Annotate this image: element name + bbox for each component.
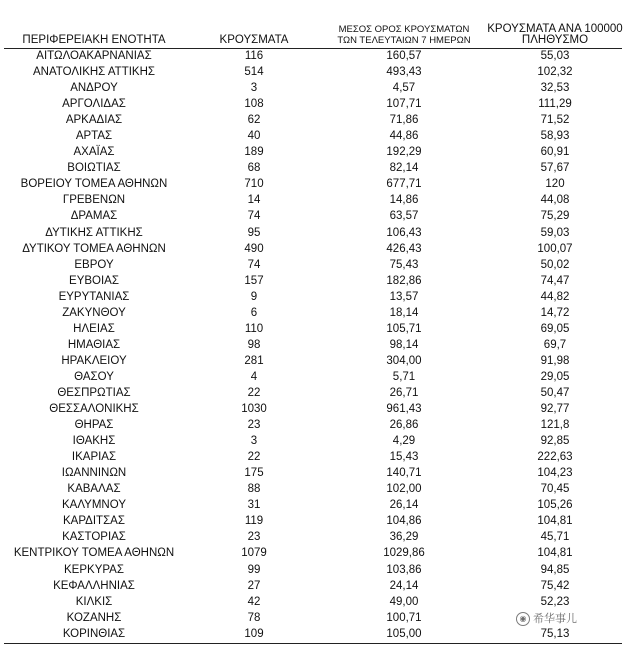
avg-cell: 18,14 [389,306,419,319]
cases-cell: 3 [250,435,258,448]
cases-cell: 95 [247,226,261,239]
avg-cell: 24,14 [389,579,419,592]
region-cell: ΚΕΝΤΡΙΚΟΥ ΤΟΜΕΑ ΑΘΗΝΩΝ [13,547,175,560]
avg-cell: 426,43 [386,242,422,255]
region-cell: ΚΟΖΑΝΗΣ [66,611,122,624]
region-cell: ΑΡΤΑΣ [75,130,113,143]
per100k-cell: 120 [545,178,565,191]
table-row [4,498,622,514]
cases-cell: 68 [247,162,261,175]
per100k-cell: 69,7 [543,338,567,351]
per100k-cell: 44,08 [540,194,570,207]
avg-cell: 82,14 [389,162,419,175]
table-row [4,65,622,81]
table-row [4,563,622,579]
avg-cell: 105,71 [386,322,422,335]
avg-cell: 104,86 [386,515,422,528]
region-cell: ΗΛΕΙΑΣ [73,322,115,335]
cases-cell: 3 [250,82,258,95]
region-cell: ΔΥΤΙΚΗΣ ΑΤΤΙΚΗΣ [45,226,143,239]
avg-cell: 105,00 [386,627,422,640]
table-row [4,145,622,161]
table-row [4,258,622,274]
cases-cell: 1030 [241,403,267,416]
cases-cell: 1079 [241,547,267,560]
avg-cell: 36,29 [389,531,419,544]
region-cell: ΔΥΤΙΚΟΥ ΤΟΜΕΑ ΑΘΗΝΩΝ [22,242,166,255]
cases-cell: 23 [247,531,261,544]
region-cell: ΑΝΔΡΟΥ [70,82,118,95]
region-cell: ΗΡΑΚΛΕΙΟΥ [61,354,127,367]
table-row [4,306,622,322]
region-cell: ΘΕΣΣΑΛΟΝΙΚΗΣ [49,403,139,416]
per100k-cell: 32,53 [540,82,570,95]
table-row [4,354,622,370]
avg-cell: 102,00 [386,483,422,496]
header-per100k-line1: ΚΡΟΥΣΜΑΤΑ ΑΝΑ 100000 [487,23,623,35]
region-cell: ΘΑΣΟΥ [74,370,114,383]
region-cell: ΘΕΣΠΡΩΤΙΑΣ [57,386,131,399]
region-cell: ΚΑΣΤΟΡΙΑΣ [62,531,126,544]
cases-cell: 119 [244,515,264,528]
per100k-cell: 104,23 [537,467,573,480]
header-cases: ΚΡΟΥΣΜΑΤΑ [219,34,289,46]
avg-cell: 4,57 [392,82,416,95]
per100k-cell: 111,29 [538,98,572,111]
cases-cell: 14 [247,194,261,207]
region-cell: ΓΡΕΒΕΝΩΝ [62,194,126,207]
region-cell: ΙΩΑΝΝΙΝΩΝ [61,467,127,480]
avg-cell: 107,71 [386,98,422,111]
cases-cell: 22 [247,386,261,399]
region-cell: ΕΥΒΟΙΑΣ [69,274,119,287]
region-cell: ΚΕΦΑΛΛΗΝΙΑΣ [53,579,135,592]
cases-cell: 99 [247,563,261,576]
avg-cell: 26,71 [389,386,419,399]
per100k-cell: 45,71 [540,531,570,544]
table-bottom-rule [4,643,622,644]
avg-cell: 1029,86 [383,547,425,560]
header-avg-line2: ΤΩΝ ΤΕΛΕΥΤΑΙΩΝ 7 ΗΜΕΡΩΝ [337,35,471,46]
per100k-cell: 74,47 [540,274,570,287]
per100k-cell: 57,67 [540,162,570,175]
cases-cell: 175 [244,467,264,480]
table-row [4,81,622,97]
header-region: ΠΕΡΙΦΕΡΕΙΑΚΗ ΕΝΟΤΗΤΑ [22,34,166,46]
wechat-icon: ◉ [516,612,530,626]
cases-cell: 157 [244,274,264,287]
cases-cell: 281 [244,354,264,367]
per100k-cell: 75,13 [540,627,570,640]
table-row [4,434,622,450]
table-row [4,226,622,242]
table-row [4,514,622,530]
cases-cell: 514 [244,66,264,79]
region-cell: ΒΟΙΩΤΙΑΣ [67,162,121,175]
table-row [4,161,622,177]
per100k-cell: 121,8 [540,419,570,432]
cases-cell: 31 [247,499,261,512]
per100k-cell: 94,85 [540,563,570,576]
avg-cell: 182,86 [386,274,422,287]
per100k-cell: 59,03 [540,226,570,239]
header-avg-line1: ΜΕΣΟΣ ΟΡΟΣ ΚΡΟΥΣΜΑΤΩΝ [338,24,470,35]
region-cell: ΗΜΑΘΙΑΣ [67,338,121,351]
avg-cell: 75,43 [389,258,419,271]
avg-cell: 4,29 [392,435,416,448]
watermark-text: 希华事儿 [533,613,577,625]
per100k-cell: 104,81 [537,547,573,560]
region-cell: ΑΙΤΩΛΟΑΚΑΡΝΑΝΙΑΣ [36,50,152,62]
cases-cell: 109 [244,627,264,640]
avg-cell: 160,57 [386,50,422,62]
cases-cell: 110 [244,322,264,335]
table-row [4,290,622,306]
per100k-cell: 222,63 [537,451,573,464]
avg-cell: 677,71 [386,178,422,191]
cases-cell: 88 [247,483,261,496]
table-row [4,113,622,129]
per100k-cell: 75,42 [540,579,570,592]
per100k-cell: 71,52 [540,114,570,127]
per100k-cell: 75,29 [540,210,570,223]
table-row [4,450,622,466]
per100k-cell: 104,81 [537,515,573,528]
table-row [4,193,622,209]
region-cell: ΚΑΛΥΜΝΟΥ [62,499,126,512]
table-row [4,402,622,418]
per100k-cell: 58,93 [540,130,570,143]
cases-cell: 22 [247,451,261,464]
table-row [4,627,622,643]
table-row [4,242,622,258]
avg-cell: 140,71 [386,467,422,480]
region-cell: ΚΕΡΚΥΡΑΣ [64,563,124,576]
avg-cell: 26,86 [389,419,419,432]
per100k-cell: 69,05 [540,322,570,335]
region-cell: ΑΡΚΑΔΙΑΣ [65,114,123,127]
per100k-cell: 52,23 [540,595,570,608]
region-cell: ΒΟΡΕΙΟΥ ΤΟΜΕΑ ΑΘΗΝΩΝ [20,178,168,191]
avg-cell: 103,86 [386,563,422,576]
avg-cell: 304,00 [386,354,422,367]
per100k-cell: 14,72 [540,306,570,319]
region-cell: ΚΑΡΔΙΤΣΑΣ [63,515,125,528]
watermark [516,610,577,626]
per100k-cell: 29,05 [540,370,570,383]
avg-cell: 5,71 [392,370,416,383]
table-body [4,49,622,643]
avg-cell: 63,57 [389,210,419,223]
table-row [4,370,622,386]
avg-cell: 192,29 [386,146,422,159]
table-row [4,595,622,611]
avg-cell: 71,86 [389,114,419,127]
region-cell: ΘΗΡΑΣ [74,419,114,432]
cases-cell: 40 [247,130,261,143]
region-cell: ΚΙΛΚΙΣ [75,595,113,608]
region-cell: ΙΘΑΚΗΣ [72,435,116,448]
cases-cell: 74 [247,258,261,271]
region-cell: ΕΥΡΥΤΑΝΙΑΣ [58,290,130,303]
cases-cell: 116 [244,50,264,62]
table-row [4,546,622,562]
per100k-cell: 91,98 [540,354,570,367]
cases-cell: 42 [247,595,261,608]
cases-cell: 189 [244,146,264,159]
table-row [4,386,622,402]
table-row [4,466,622,482]
table-row [4,177,622,193]
per100k-cell: 92,85 [540,435,570,448]
table-row [4,129,622,145]
cases-cell: 23 [247,419,261,432]
region-cell: ΚΟΡΙΝΘΙΑΣ [62,627,126,640]
per100k-cell: 100,07 [537,242,573,255]
table-row [4,322,622,338]
region-cell: ΑΡΓΟΛΙΔΑΣ [62,98,126,111]
table-row [4,209,622,225]
per100k-cell: 55,03 [540,50,570,62]
table-row [4,338,622,354]
avg-cell: 49,00 [389,595,419,608]
per100k-cell: 70,45 [540,483,570,496]
cases-cell: 98 [247,338,261,351]
per100k-cell: 50,02 [540,258,570,271]
cases-cell: 9 [250,290,258,303]
region-cell: ΙΚΑΡΙΑΣ [71,451,117,464]
avg-cell: 100,71 [386,611,422,624]
region-cell: ΑΝΑΤΟΛΙΚΗΣ ΑΤΤΙΚΗΣ [32,66,155,79]
cases-cell: 108 [244,98,264,111]
avg-cell: 493,43 [386,66,422,79]
cases-cell: 710 [244,178,264,191]
cases-cell: 6 [250,306,258,319]
table-row [4,97,622,113]
table-row [4,579,622,595]
region-cell: ΕΒΡΟΥ [74,258,114,271]
avg-cell: 26,14 [389,499,419,512]
avg-cell: 14,86 [389,194,419,207]
region-cell: ΑΧΑΪΑΣ [73,146,115,159]
table-row [4,418,622,434]
cases-cell: 490 [244,242,264,255]
avg-cell: 44,86 [389,130,419,143]
region-cell: ΖΑΚΥΝΘΟΥ [62,306,126,319]
table-row [4,49,622,65]
cases-cell: 78 [247,611,261,624]
avg-cell: 13,57 [389,290,419,303]
table-header [4,14,622,49]
table-row [4,530,622,546]
avg-cell: 961,43 [386,403,422,416]
avg-cell: 98,14 [389,338,419,351]
cases-cell: 27 [247,579,261,592]
header-per100k-line2: ΠΛΗΘΥΣΜΟ [521,34,589,46]
cases-table [4,14,622,643]
avg-cell: 106,43 [386,226,422,239]
avg-cell: 15,43 [389,451,419,464]
per100k-cell: 60,91 [540,146,570,159]
cases-cell: 62 [247,114,261,127]
cases-cell: 74 [247,210,261,223]
table-row [4,482,622,498]
per100k-cell: 50,47 [540,386,570,399]
header-per100k [480,24,626,46]
cases-cell: 4 [250,370,258,383]
region-cell: ΚΑΒΑΛΑΣ [67,483,121,496]
table-row [4,274,622,290]
header-avg [324,24,484,46]
region-cell: ΔΡΑΜΑΣ [70,210,118,223]
per100k-cell: 92,77 [540,403,570,416]
per100k-cell: 102,32 [537,66,573,79]
per100k-cell: 44,82 [540,290,570,303]
per100k-cell: 105,26 [537,499,573,512]
